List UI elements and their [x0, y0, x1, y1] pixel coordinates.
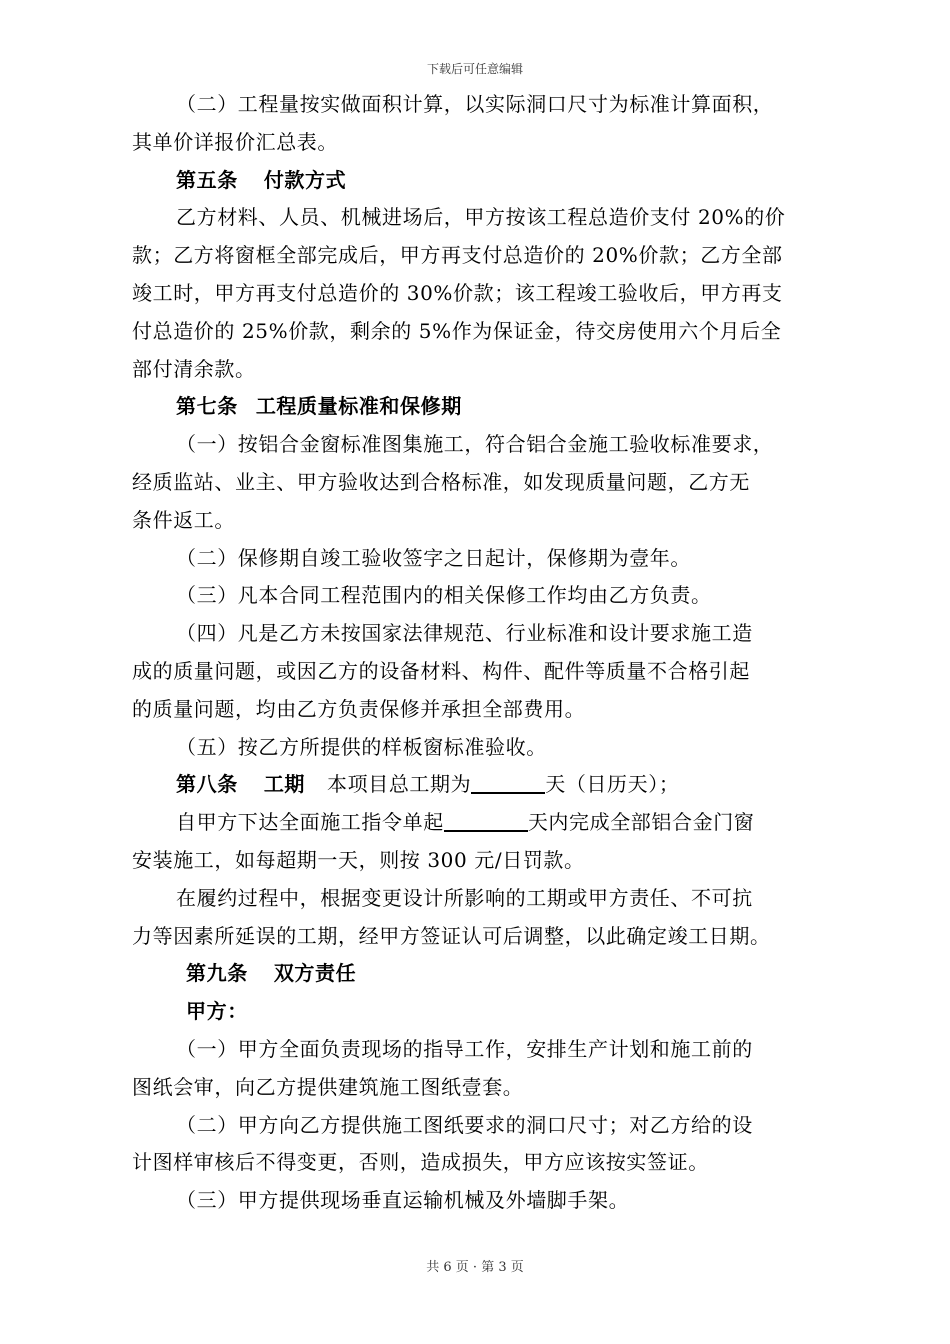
paragraph-line: 乙方材料、人员、机械进场后，甲方按该工程总造价支付 20%的价	[176, 205, 786, 230]
page-footer: 共 6 页 · 第 3 页	[426, 1260, 524, 1275]
paragraph-line: 计图样审核后不得变更，否则，造成损失，甲方应该按实签证。	[132, 1150, 709, 1175]
article-number: 第九条	[186, 961, 248, 986]
article-title: 工期	[263, 772, 306, 797]
paragraph-line: 竣工时，甲方再支付总造价的 30%价款；该工程竣工验收后，甲方再支	[132, 280, 783, 305]
article-8-heading	[132, 766, 832, 804]
blank-completion-days[interactable]	[444, 808, 528, 832]
article-title: 工程质量标准和保修期	[255, 394, 462, 419]
paragraph-text: 自甲方下达全面施工指令单起	[176, 810, 444, 835]
paragraph-line: 安装施工，如每超期一天，则按 300 元/日罚款。	[132, 847, 585, 872]
paragraph-line: （一）甲方全面负责现场的指导工作，安排生产计划和施工前的	[176, 1036, 753, 1061]
paragraph-line: （一）按铝合金窗标准图集施工，符合铝合金施工验收标准要求，	[176, 432, 774, 457]
paragraph-line	[132, 804, 832, 842]
paragraph-line: （二）工程量按实做面积计算，以实际洞口尺寸为标准计算面积，	[176, 92, 774, 116]
blank-total-days[interactable]	[471, 770, 545, 794]
paragraph-line: 款；乙方将窗框全部完成后，甲方再支付总造价的 20%价款；乙方全部	[132, 243, 783, 268]
paragraph-text: 天内完成全部铝合金门窗	[527, 810, 755, 835]
paragraph-line: （五）按乙方所提供的样板窗标准验收。	[176, 734, 547, 759]
article-number: 第五条	[176, 167, 238, 192]
paragraph-line: 经质监站、业主、甲方验收达到合格标准，如发现质量问题，乙方无	[132, 469, 750, 494]
paragraph-line: 力等因素所延误的工期，经甲方签证认可后调整，以此确定竣工日期。	[132, 923, 771, 948]
paragraph-line: 在履约过程中，根据变更设计所影响的工期或甲方责任、不可抗	[176, 885, 753, 910]
article-title: 双方责任	[273, 961, 357, 986]
paragraph-line: （三）甲方提供现场垂直运输机械及外墙脚手架。	[176, 1188, 630, 1213]
paragraph-line: （三）凡本合同工程范围内的相关保修工作均由乙方负责。	[176, 583, 712, 608]
paragraph-line: （四）凡是乙方未按国家法律规范、行业标准和设计要求施工造	[176, 621, 753, 646]
paragraph-line: 图纸会审，向乙方提供建筑施工图纸壹套。	[132, 1074, 524, 1099]
article-5-heading	[132, 162, 832, 200]
article-number: 第八条	[176, 772, 238, 797]
article-7-heading	[132, 388, 832, 426]
article-text: 本项目总工期为	[327, 772, 472, 797]
page-header: 下载后可任意编辑	[426, 62, 523, 76]
party-a-heading: 甲方：	[186, 999, 248, 1024]
paragraph-line: 的质量问题，均由乙方负责保修并承担全部费用。	[132, 696, 586, 721]
paragraph-line: （二）甲方向乙方提供施工图纸要求的洞口尺寸；对乙方给的设	[176, 1112, 753, 1137]
article-title: 付款方式	[263, 167, 347, 192]
paragraph-line: 其单价详报价汇总表。	[132, 129, 338, 154]
paragraph-line: 成的质量问题，或因乙方的设备材料、构件、配件等质量不合格引起	[132, 658, 750, 683]
paragraph-line: 条件返工。	[132, 507, 235, 532]
paragraph-line: 付总造价的 25%价款，剩余的 5%作为保证金，待交房使用六个月后全	[132, 318, 782, 343]
article-9-heading	[132, 955, 832, 993]
paragraph-line: 部付清余款。	[132, 356, 256, 381]
article-number: 第七条	[176, 394, 238, 419]
article-text: 天（日历天）；	[545, 772, 680, 797]
document-body	[132, 86, 832, 1220]
paragraph-line: （二）保修期自竣工验收签字之日起计，保修期为壹年。	[176, 545, 691, 570]
